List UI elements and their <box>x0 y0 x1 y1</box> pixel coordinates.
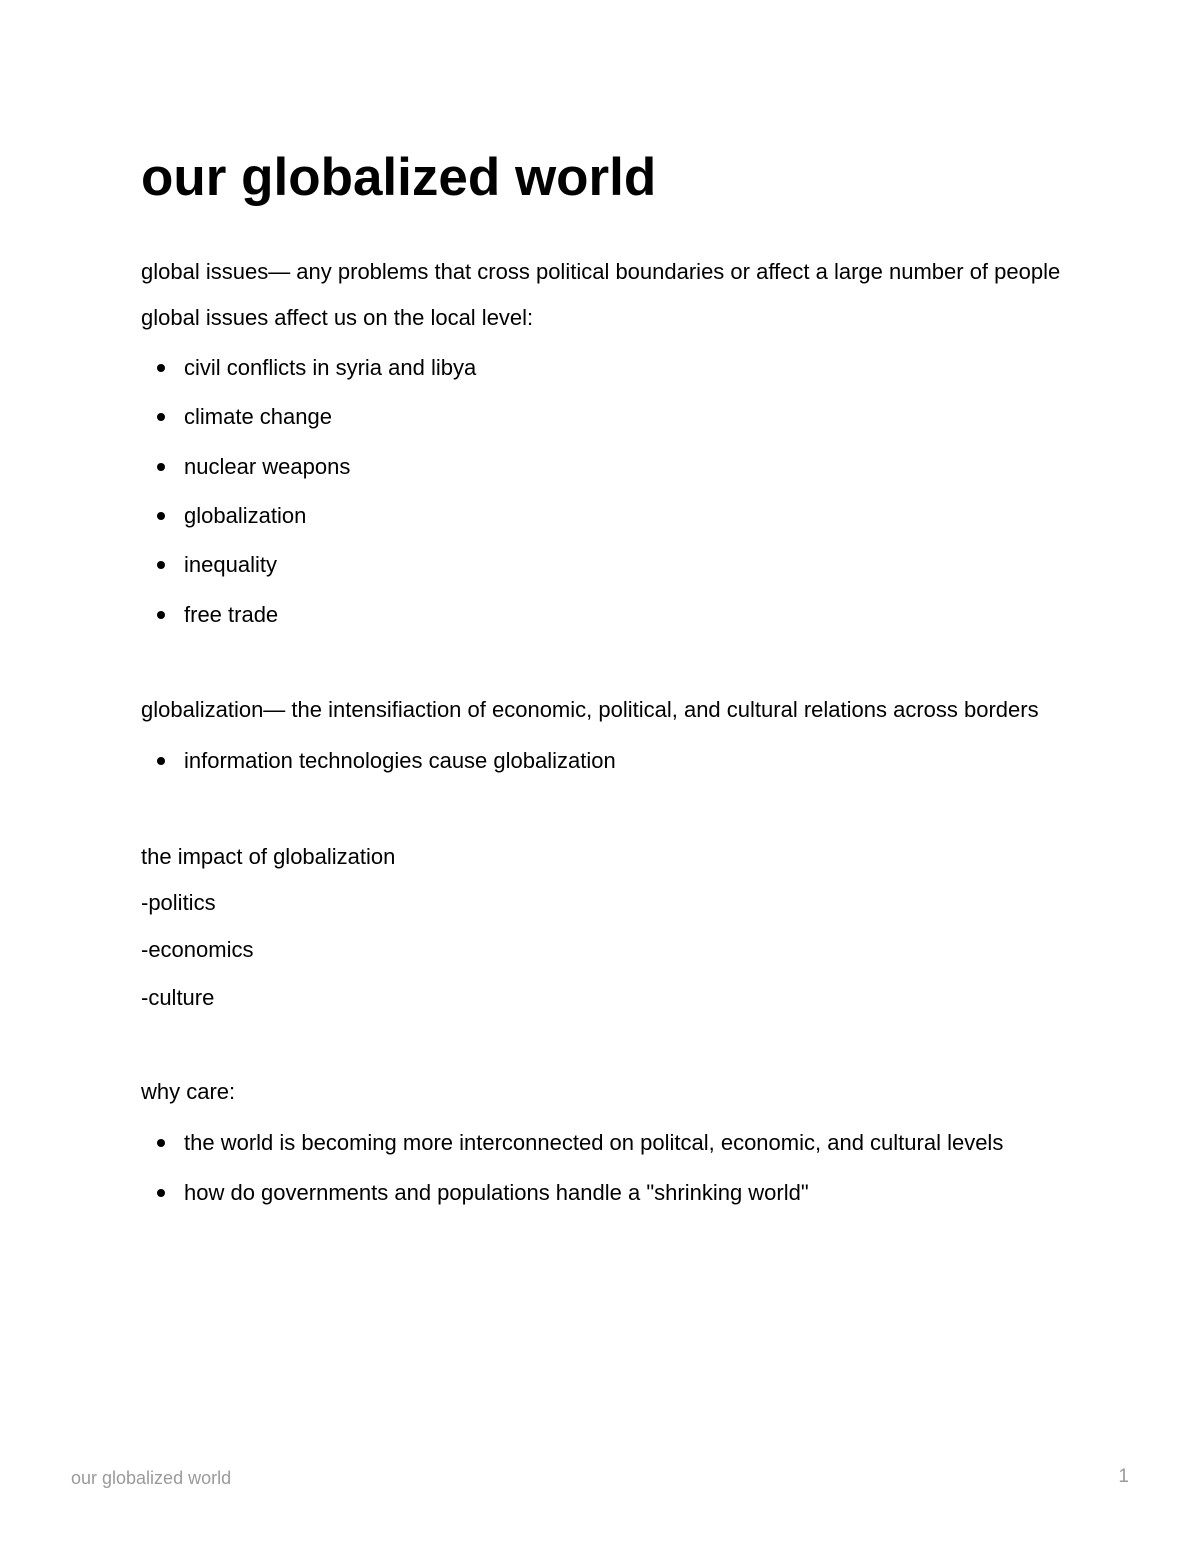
list-item: the world is becoming more interconnected on politcal, economic, and cultural levels <box>141 1125 1061 1160</box>
document-body <box>141 140 1061 1210</box>
impact-item-culture: -culture <box>141 985 215 1010</box>
global-issues-definition: global issues— any problems that cross political boundaries or affect a large number of people <box>141 259 1061 284</box>
impact-item-economics: -economics <box>141 937 254 962</box>
impact-heading: the impact of globalization <box>141 844 396 869</box>
document-title: our globalized world <box>141 148 657 207</box>
list-item: inequality <box>141 547 1061 582</box>
global-issues-subheading: global issues affect us on the local level: <box>141 305 534 330</box>
list-item: nuclear weapons <box>141 449 1061 484</box>
list-item: globalization <box>141 498 1061 533</box>
globalization-list <box>141 743 1061 778</box>
list-item: information technologies cause globalization <box>141 743 1061 778</box>
list-item: free trade <box>141 597 1061 632</box>
impact-item-politics: -politics <box>141 890 216 915</box>
why-care-heading: why care: <box>141 1079 236 1104</box>
list-item: how do governments and populations handle a "shrinking world" <box>141 1175 1061 1210</box>
page-number: 1 <box>1118 1466 1129 1487</box>
footer-title: our globalized world <box>71 1468 232 1488</box>
list-item: civil conflicts in syria and libya <box>141 350 1061 385</box>
globalization-definition: globalization— the intensifiaction of economic, political, and cultural relations across borders <box>141 697 1039 722</box>
list-item: climate change <box>141 399 1061 434</box>
global-issues-list <box>141 350 1061 632</box>
why-care-list <box>141 1125 1061 1210</box>
